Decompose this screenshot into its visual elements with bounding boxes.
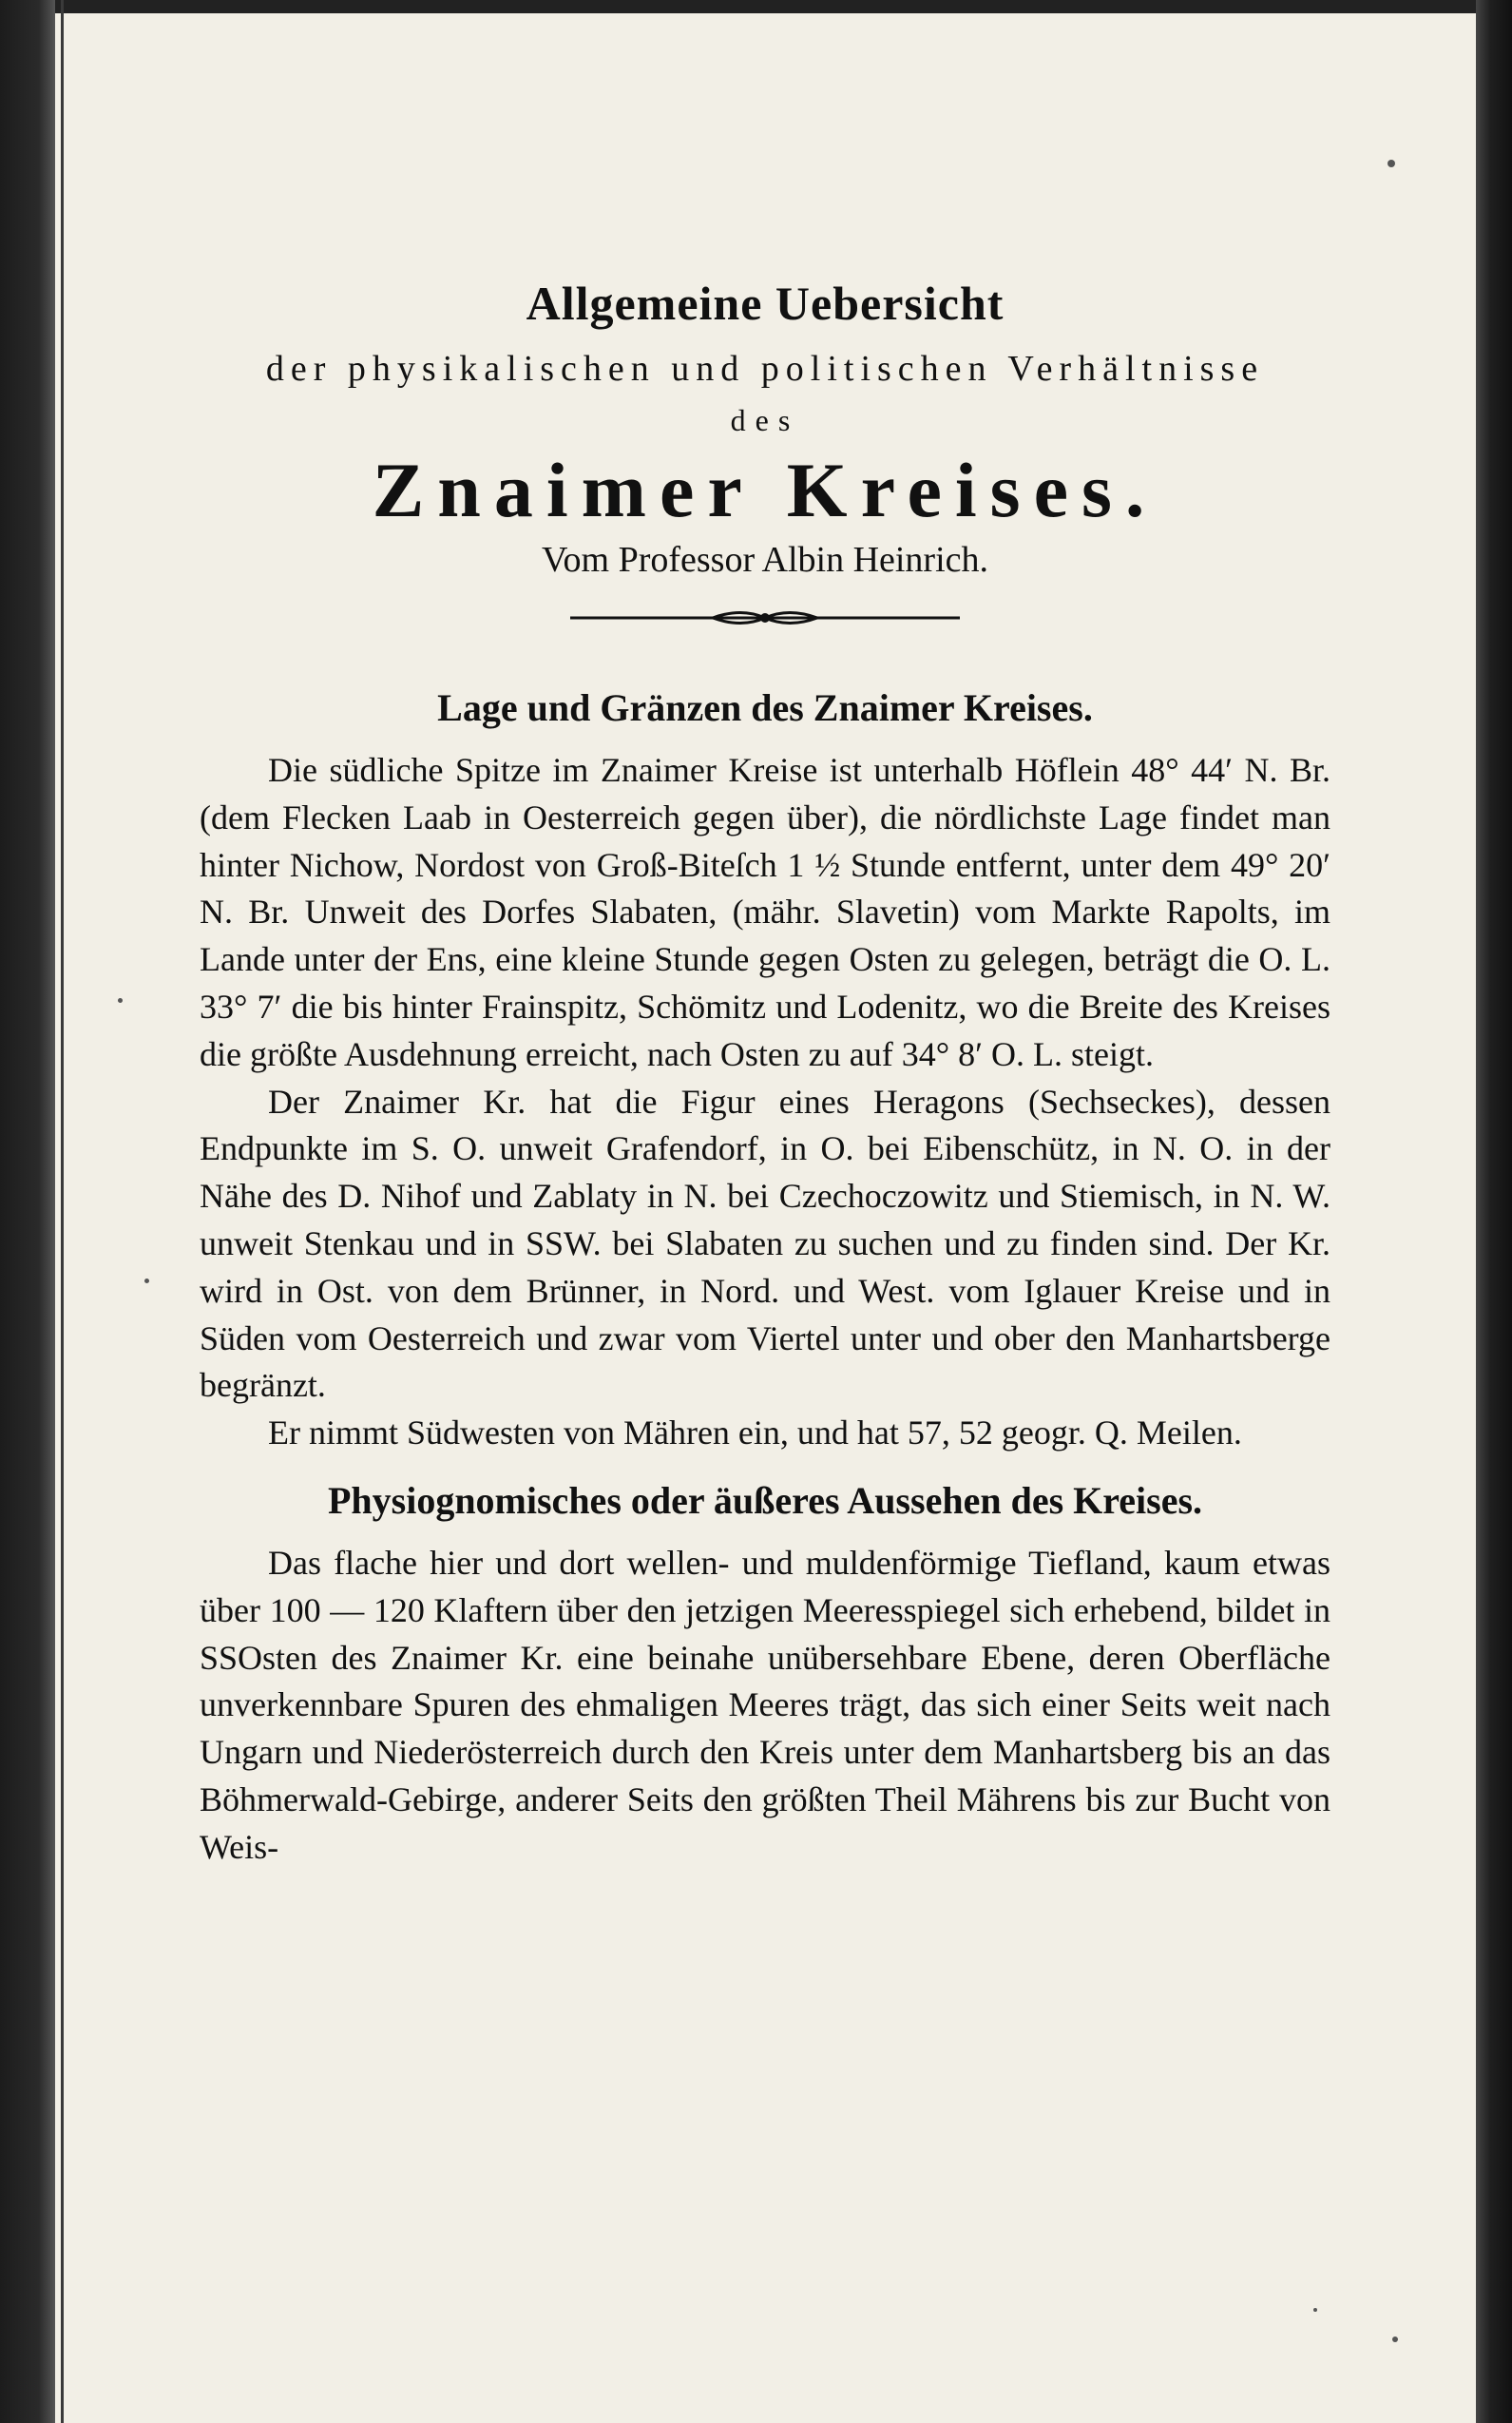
dust-speck: [118, 998, 123, 1003]
paragraph: Er nimmt Südwesten von Mähren ein, und hat 57, 52 geogr. Q. Meilen.: [268, 1413, 1242, 1452]
article-title: Allgemeine Uebersicht: [526, 277, 1005, 330]
section-heading-lage: Lage und Gränzen des Znaimer Kreises.: [437, 686, 1093, 729]
article-subtitle-des: des: [730, 403, 800, 437]
paragraph: Die südliche Spitze im Znaimer Kreise ist unterhalb Höflein 48° 44′ N. Br. (dem Flecken Laab in Oesterreich gegen über), die nördlichste Lage findet man hinter Nichow, Nordost von Groß-Biteſch 1 ½ Stunde entfernt, unter dem 49° 20′ N. Br. Unweit des Dorfes Slabaten, (mähr. Slavetin) vom Markte Rapolts, im Lande unter der Ens, eine kleine Stunde gegen Osten zu gelegen, beträgt die O. L. 33° 7′ die bis hinter Frainspitz, Schömitz und Lodenitz, wo die Breite des Kreises die größte Ausdehnung erreicht, nach Osten zu auf 34° 8′ O. L. steigt.: [200, 751, 1330, 1073]
article-subtitle: der physikalischen und politischen Verhältnisse: [265, 349, 1265, 389]
ornament-divider: [570, 607, 960, 628]
top-scan-edge: [0, 0, 1512, 13]
binding-line: [61, 0, 64, 2423]
section-heading-physiognomie: Physiognomisches oder äußeres Aussehen des Kreises.: [327, 1478, 1203, 1522]
dust-speck: [1313, 2308, 1317, 2312]
paragraph: Das flache hier und dort wellen- und muldenförmige Tiefland, kaum etwas über 100 — 120 Klaftern über den jetzigen Meeresspiegel sich erhebend, bildet in SSOsten des Znaimer Kr. eine beinahe unübersehbare Ebene, deren Oberfläche unverkennbare Spuren des ehmaligen Meeres trägt, das sich einer Seits weit nach Ungarn und Niederösterreich durch den Kreis unter dem Manhartsberg bis an das Böhmerwald-Gebirge, anderer Seits den größten Theil Mährens bis zur Bucht von Weis-: [200, 1543, 1330, 1866]
dust-speck: [1388, 160, 1395, 167]
article: [200, 276, 1330, 1872]
article-title-kreis: Znaimer Kreises.: [372, 447, 1158, 533]
dust-speck: [1392, 2336, 1398, 2342]
right-scan-edge: [1476, 0, 1512, 2423]
paragraph: Der Znaimer Kr. hat die Figur eines Heragons (Sechseckes), dessen Endpunkte im S. O. unweit Grafendorf, in O. bei Eibenschütz, in N. O. in der Nähe des D. Nihof und Zablaty in N. bei Czechoczowitz und Stiemisch, in N. W. unweit Stenkau und in SSW. bei Slabaten zu suchen und zu finden sind. Der Kr. wird in Ost. von dem Brünner, in Nord. und West. vom Iglauer Kreise und in Süden vom Oesterreich und zwar vom Viertel unter und ober den Manhartsberge begränzt.: [200, 1082, 1330, 1405]
dust-speck: [144, 1279, 149, 1283]
left-scan-edge: [0, 0, 55, 2423]
article-author: Vom Professor Albin Heinrich.: [541, 540, 989, 580]
